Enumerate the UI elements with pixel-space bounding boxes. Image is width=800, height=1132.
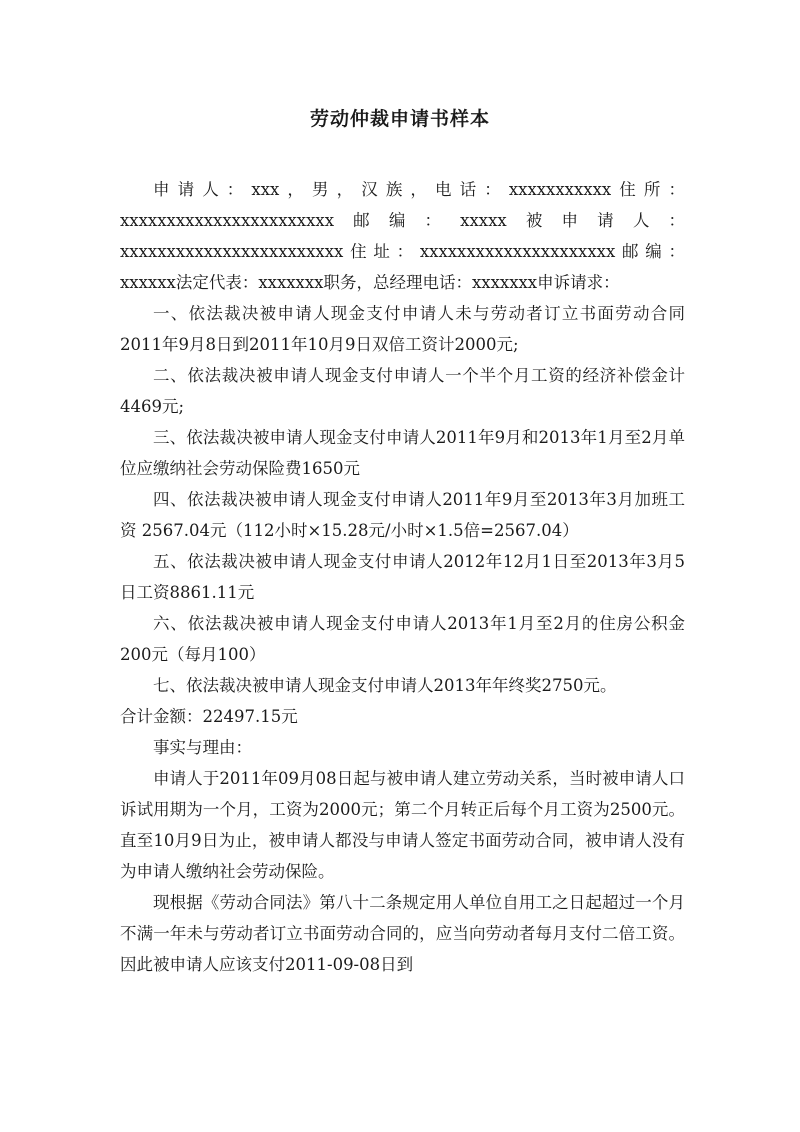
- facts-paragraph-2: 现根据《劳动合同法》第八十二条规定用人单位自用工之日起超过一个月不满一年未与劳动者订立书面劳动合同的，应当向劳动者每月支付二倍工资。因此被申请人应该支付2011-09-08日到: [120, 893, 685, 974]
- facts-paragraph-1: 申请人于2011年09月08日起与被申请人建立劳动关系，当时被申请人口诉试用期为一个月，工资为2000元；第二个月转正后每个月工资为2500元。直至10月9日为止，被申请人都没与申请人签定书面劳动合同，被申请人没有为申请人缴纳社会劳动保险。: [120, 769, 685, 881]
- claim-item-4: 四、依法裁决被申请人现金支付申请人2011年9月至2013年3月加班工资 2567.04元（112小时×15.28元/小时×1.5倍=2567.04）: [120, 490, 685, 540]
- document-body: [120, 174, 685, 980]
- claim-item-3: 三、依法裁决被申请人现金支付申请人2011年9月和2013年1月至2月单位应缴纳社会劳动保险费1650元: [120, 428, 685, 478]
- total-amount: 合计金额：22497.15元: [120, 707, 298, 726]
- claim-item-6: 六、依法裁决被申请人现金支付申请人2013年1月至2月的住房公积金200元（每月100）: [120, 614, 685, 664]
- document-title: 劳动仲裁申请书样本: [309, 108, 490, 130]
- claim-item-5: 五、依法裁决被申请人现金支付申请人2012年12月1日至2013年3月5日工资8861.11元: [120, 552, 685, 602]
- facts-heading: 事实与理由：: [153, 738, 252, 757]
- claim-item-1: 一、依法裁决被申请人现金支付申请人未与劳动者订立书面劳动合同2011年9月8日到2011年10月9日双倍工资计2000元;: [120, 304, 685, 354]
- claim-item-7: 七、依法裁决被申请人现金支付申请人2013年年终奖2750元。: [153, 676, 617, 695]
- applicant-info-paragraph: 申请人：xxx，男，汉族，电话：xxxxxxxxxxx住所：xxxxxxxxxxxxxxxxxxxxxxx邮编：xxxxx被申请人：xxxxxxxxxxxxxxxxxxxxxxxx住址：xxxxxxxxxxxxxxxxxxxxx邮编：xxxxxx法定代表：xxxxxxx职务，总经理电话：xxxxxxx申诉请求：: [120, 180, 685, 292]
- claim-item-2: 二、依法裁决被申请人现金支付申请人一个半个月工资的经济补偿金计4469元;: [120, 366, 685, 416]
